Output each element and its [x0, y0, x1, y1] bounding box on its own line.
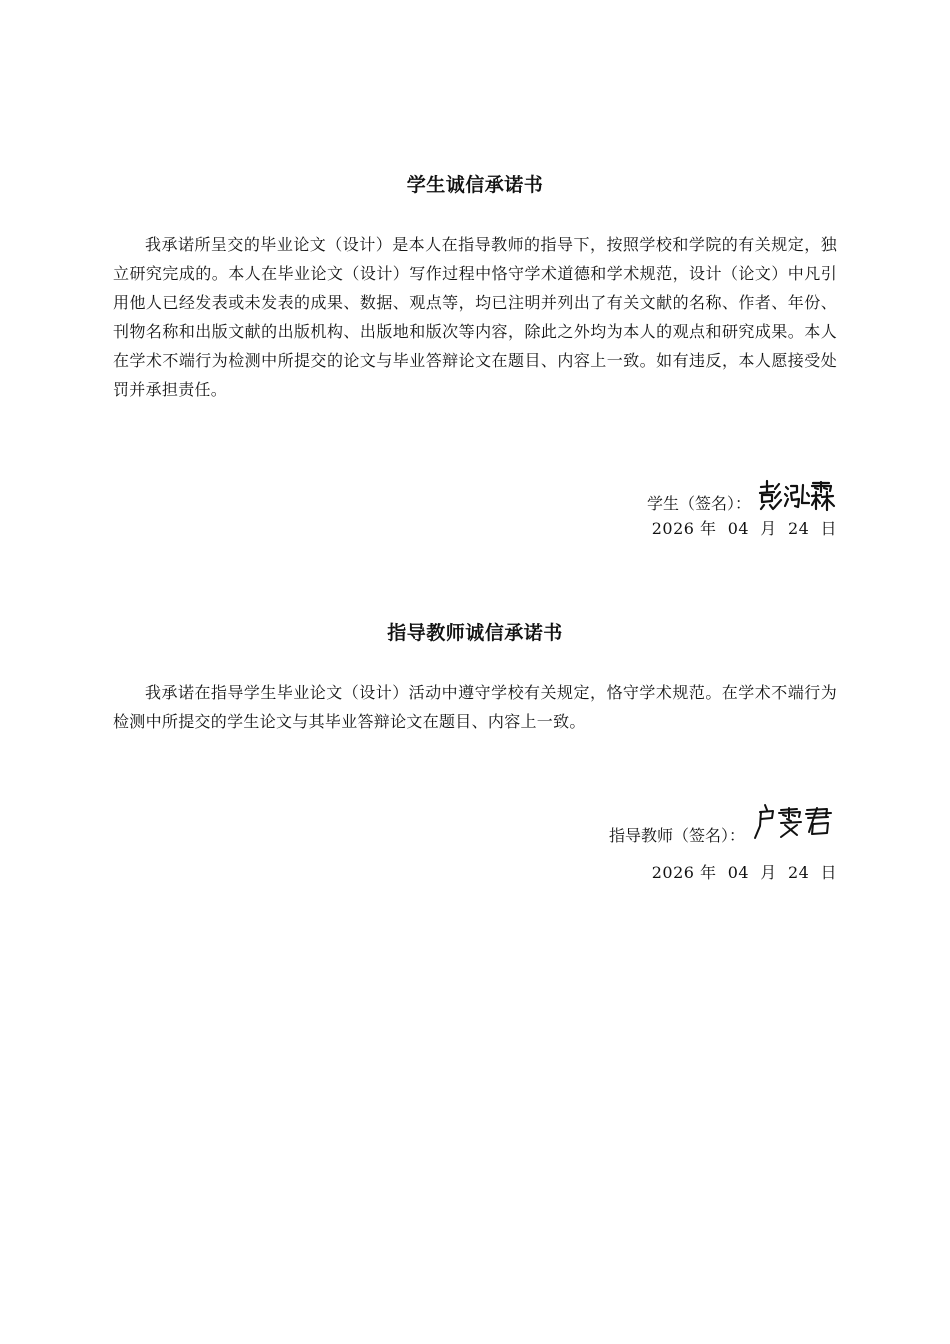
teacher-date-year: 2026 [651, 863, 695, 882]
teacher-signature-date [652, 860, 837, 883]
teacher-date-day-unit: 日 [820, 863, 837, 882]
student-date-year-unit: 年 [700, 519, 717, 538]
student-handwritten-signature [757, 478, 837, 516]
student-date-month: 04 [727, 519, 750, 538]
teacher-signature-label: 指导教师（签名）： [608, 826, 745, 845]
student-date-day-unit: 日 [820, 519, 837, 538]
student-date-month-unit: 月 [760, 519, 777, 538]
teacher-date-month: 04 [727, 863, 750, 882]
teacher-pledge-body: 我承诺在指导学生毕业论文（设计）活动中遵守学校有关规定，恪守学术规范。在学术不端行为检测中所提交的学生论文与其毕业答辩论文在题目、内容上一致。 [113, 683, 837, 731]
student-date-year: 2026 [651, 519, 695, 538]
student-signature-date [652, 516, 837, 539]
teacher-date-year-unit: 年 [700, 863, 717, 882]
teacher-date-day: 24 [787, 863, 810, 882]
teacher-date-month-unit: 月 [760, 863, 777, 882]
teacher-signature-line [609, 802, 837, 848]
student-date-day: 24 [787, 519, 810, 538]
student-signature-line [647, 478, 837, 516]
student-pledge-body: 我承诺所呈交的毕业论文（设计）是本人在指导教师的指导下，按照学校和学院的有关规定，独立研究完成的。本人在毕业论文（设计）写作过程中恪守学术道德和学术规范，设计（论文）中凡引用他人已经发表或未发表的成果、数据、观点等，均已注明并列出了有关文献的名称、作者、年份、刊物名称和出版文献的出版机构、出版地和版次等内容，除此之外均为本人的观点和研究成果。本人在学术不端行为检测中所提交的论文与毕业答辩论文在题目、内容上一致。如有违反，本人愿接受处罚并承担责任。 [113, 235, 837, 399]
student-pledge-title: 学生诚信承诺书 [406, 174, 544, 196]
teacher-pledge-title: 指导教师诚信承诺书 [387, 622, 563, 644]
student-signature-label: 学生（签名）： [646, 494, 751, 513]
teacher-handwritten-signature [751, 802, 837, 848]
